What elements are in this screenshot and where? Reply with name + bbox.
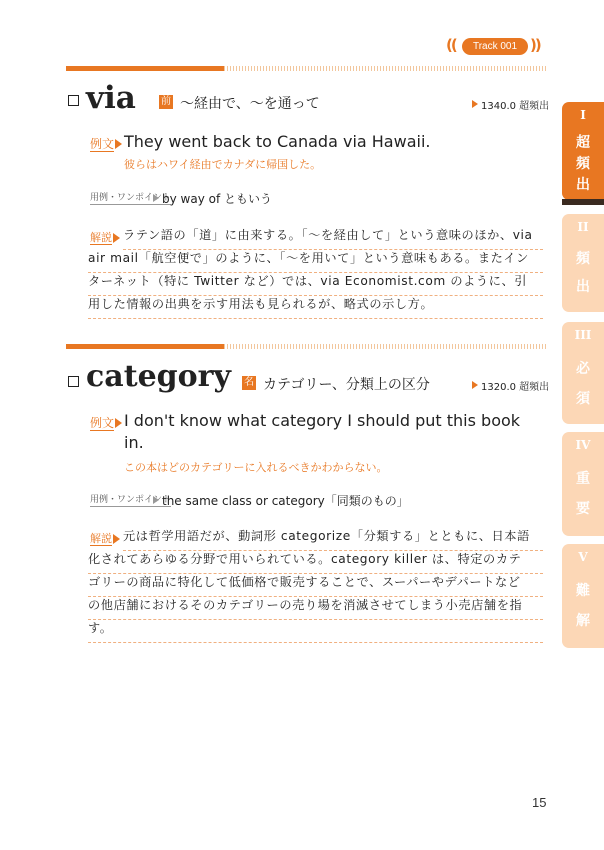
frequency: 1340.0 超頻出 [481, 101, 550, 112]
explanation-line: air mail「航空便で」のように、「～を用いて」という意味もある。またイン [88, 251, 543, 273]
example-tag: 例文 [90, 416, 115, 430]
side-tab-label: 必 [576, 361, 590, 377]
explanation-line: 化されてあらゆる分野で用いられている。category killer は、特定のカテ [88, 552, 543, 574]
entry-checkbox[interactable] [68, 376, 79, 387]
side-tab-label: 頻 [576, 251, 590, 267]
side-tab-number: IV [575, 438, 591, 452]
side-tab-label: 重 [576, 471, 590, 487]
side-tab-number: II [577, 220, 589, 234]
side-tab-number: III [574, 328, 592, 342]
entry-checkbox[interactable] [68, 95, 79, 106]
track-badge[interactable] [462, 38, 528, 55]
explanation-line: ゴリーの商品に特化して低価格で販売することで、スーパーやデパートなど [88, 575, 543, 597]
explanation-line: す。 [88, 621, 543, 643]
side-tab-label: 難 [576, 583, 590, 599]
example-sentence: They went back to Canada via Hawaii. [124, 132, 431, 151]
headword: via [86, 80, 136, 116]
usage-tag: 用例・ワンポイント [90, 193, 172, 203]
headword: category [86, 359, 231, 394]
side-tab-label: 頻 [576, 156, 590, 172]
page-number: 15 [532, 795, 547, 810]
audio-wave-right-icon: )) [530, 36, 540, 54]
entry-divider [66, 344, 546, 349]
side-tab-label: 解 [576, 613, 590, 629]
side-tab-label: 要 [576, 501, 590, 517]
usage-note: the same class or category「同類のもの」 [162, 494, 409, 508]
meaning: ～経由で、～を通って [180, 96, 320, 112]
side-tab-number: V [578, 550, 588, 564]
entry-divider [66, 66, 546, 71]
part-of-speech-badge: 前 [161, 96, 171, 107]
side-tab-label: 出 [576, 279, 590, 295]
usage-note: by way of ともいう [162, 192, 272, 206]
usage-tag: 用例・ワンポイント [90, 495, 172, 505]
side-tab-3[interactable] [562, 322, 604, 424]
explanation-line: 用した情報の出典を示す用法も見られるが、略式の示し方。 [88, 297, 543, 319]
triangle-icon [472, 100, 478, 108]
side-tab-4[interactable] [562, 432, 604, 536]
triangle-icon [472, 381, 478, 389]
side-tab-active-marker [562, 199, 604, 205]
translation: 彼らはハワイ経由でカナダに帰国した。 [124, 158, 322, 171]
meaning: カテゴリー、分類上の区分 [263, 377, 430, 393]
explanation-tag: 解説 [90, 532, 112, 545]
example-tag: 例文 [90, 137, 115, 151]
triangle-icon [113, 534, 120, 544]
explanation-tag: 解説 [90, 231, 112, 244]
triangle-icon [115, 139, 122, 149]
side-tab-1[interactable] [562, 102, 604, 200]
explanation-line: 元は哲学用語だが、動詞形 categorize「分類する」とともに、日本語 [123, 529, 543, 551]
side-tab-2[interactable] [562, 214, 604, 312]
part-of-speech-badge: 名 [244, 377, 254, 388]
triangle-icon [153, 194, 159, 202]
audio-wave-left-icon: (( [446, 36, 456, 54]
translation: この本はどのカテゴリーに入れるべきかわからない。 [124, 461, 388, 474]
explanation-line: ターネット（特に Twitter など）では、via Economist.com のように、引 [88, 274, 543, 296]
triangle-icon [113, 233, 120, 243]
explanation-line: の他店舗におけるそのカテゴリーの売り場を消滅させてしまう小売店舗を指 [88, 598, 543, 620]
side-tab-number: I [580, 108, 586, 122]
triangle-icon [153, 496, 159, 504]
track-label: Track 001 [472, 41, 518, 52]
example-sentence: I don't know what category I should put this book [124, 411, 521, 430]
side-tab-label: 須 [576, 391, 590, 407]
frequency: 1320.0 超頻出 [481, 382, 550, 393]
side-tab-5[interactable] [562, 544, 604, 648]
explanation-line: ラテン語の「道」に由来する。「～を経由して」という意味のほか、via [123, 228, 543, 250]
example-sentence-continued: in. [124, 433, 144, 452]
triangle-icon [115, 418, 122, 428]
side-tab-label: 超 [576, 135, 590, 151]
side-tab-label: 出 [576, 177, 590, 193]
